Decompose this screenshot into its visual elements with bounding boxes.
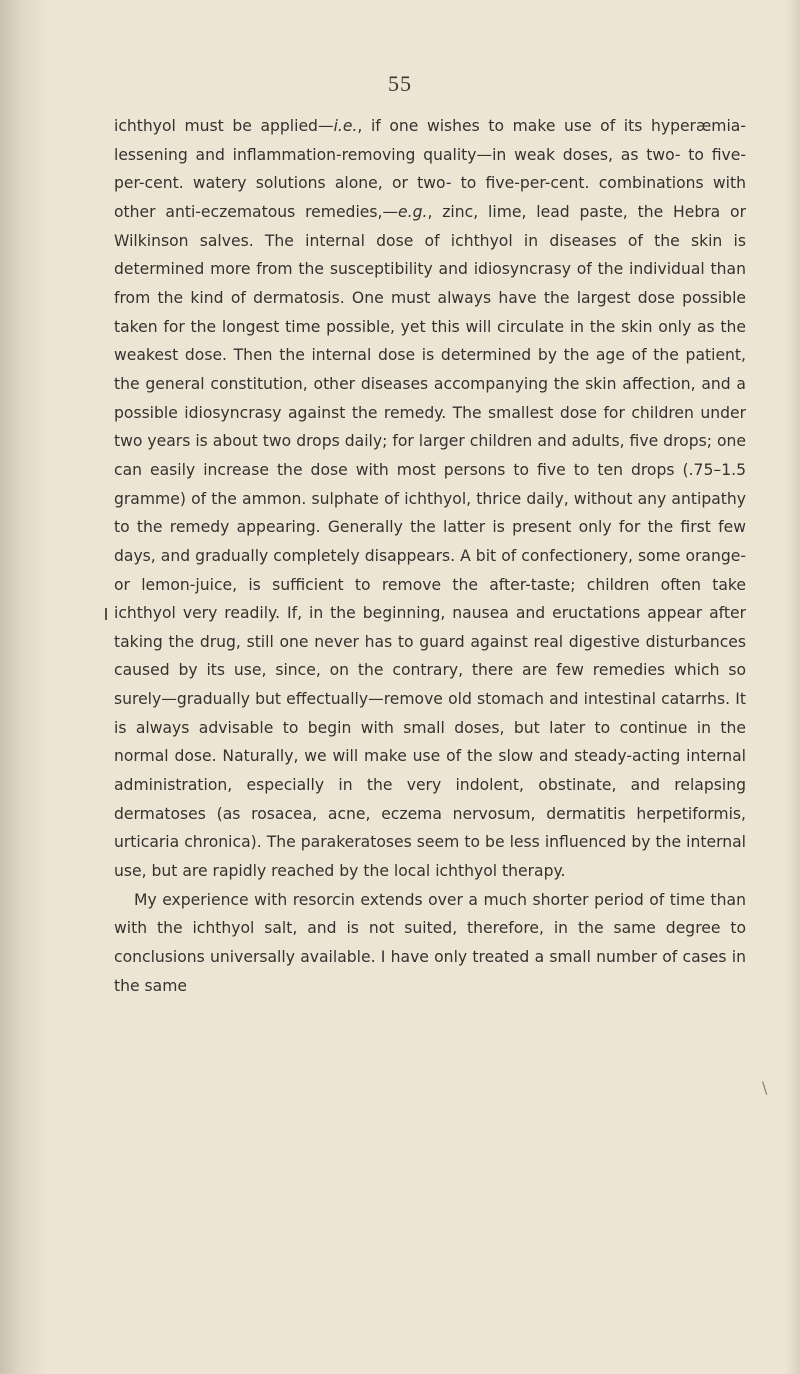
- text-segment: , zinc, lime, lead paste, the Hebra or Wilkinson salves. The internal dose of ichthyol in diseases of the skin is determined more from the susceptibility and idiosyncrasy of the individual than from the kind of dermatosis. One must always have the largest dose possible taken for the longest time possible, yet this will circulate in the skin only as the weakest dose. Then the internal dose is determined by the age of the patient, the general constitution, other diseases accompanying the skin affection, and a possible idiosyncrasy against the remedy. The smallest dose for children under two years is about two drops daily; for larger children and adults, five drops; one can easily increase the dose with most persons to five to ten drops (.75–1.5 gramme) of the ammon. sulphate of ichthyol, thrice daily, without any antipathy to the remedy appearing. Generally the latter is present only for the first few days, and gradually completely disappears. A bit of confectionery, some orange- or lemon-juice, is sufficient to remove the after-taste; children often take ichthyol very readily. If, in the beginning, nausea and eructations appear after taking the drug, still one never has to guard against real digestive disturbances caused by its use, since, on the contrary, there are few remedies which so surely—gradually but effectually—remove old stomach and intestinal catarrhs. It is always advisable to begin with small doses, but later to continue in the normal dose. Naturally, we will make use of the slow and steady-acting internal administration, especially in the very indolent, obstinate, and relapsing dermatoses (as rosacea, acne, eczema nervosum, dermatitis herpetiformis, urticaria chronica). The parakeratoses seem to be less influenced by the internal use, but are rapidly reached by the local ichthyol therapy.: [114, 202, 746, 881]
- margin-pencil-mark: \: [762, 1078, 768, 1097]
- text-segment: ichthyol must be applied—: [114, 117, 334, 135]
- text-segment: My experience with resorcin extends over a much shorter period of time than with the ichthyol salt, and is not suited, therefore, in the same degree to conclusions universally available. I have only treated a small number of cases in the same: [114, 890, 746, 995]
- page-gutter-shadow: [0, 0, 48, 1374]
- page-edge-shadow: [786, 0, 800, 1374]
- page-number: 55: [388, 71, 412, 96]
- page-body: [114, 112, 746, 1000]
- paragraph-resorcin-experience: [114, 886, 746, 1001]
- text-segment: , if one wishes to make use of its hyperæmia-lessening and inflammation-removing quality—in weak doses, as two- to five-per-cent. watery solutions alone, or two- to five-per-cent. combinations with other anti-eczematous remedies,—: [114, 117, 746, 221]
- margin-tick-mark: [105, 608, 107, 620]
- italic-abbreviation-eg: e.g.: [398, 202, 428, 221]
- paragraph-ichthyol-dosage: [114, 112, 746, 886]
- italic-abbreviation-ie: i.e.: [333, 117, 358, 135]
